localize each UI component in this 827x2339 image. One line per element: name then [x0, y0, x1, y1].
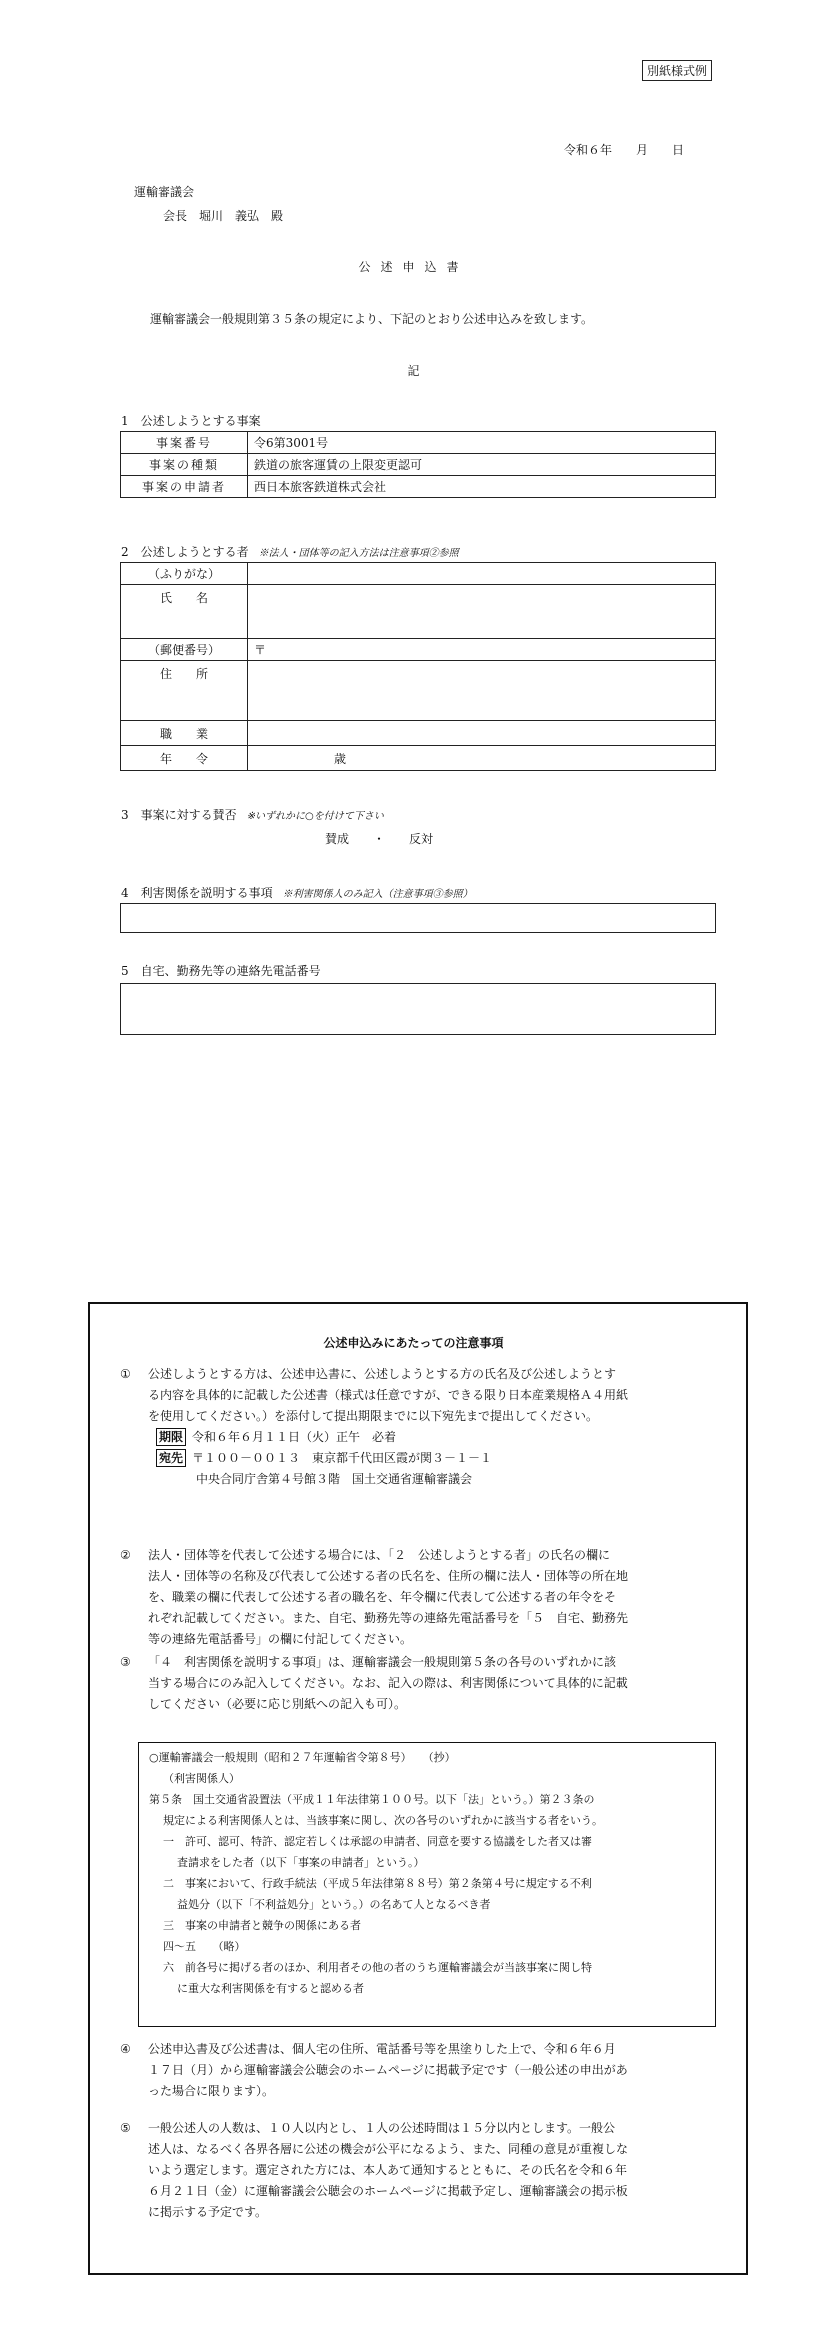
note-3-line: してください（必要に応じ別紙への記入も可）。: [148, 1697, 407, 1711]
rule-line: 四～五 （略）: [163, 1940, 246, 1953]
section4-title: [121, 884, 473, 901]
case-number-row: [121, 432, 716, 454]
note-5-line: に掲示する予定です。: [148, 2205, 268, 2219]
occupation-field[interactable]: [248, 721, 716, 746]
note-2-number: ②: [120, 1548, 131, 1562]
rule-line: 二 事案において、行政手続法（平成５年法律第８８号）第２条第４号に規定する不利: [163, 1877, 592, 1890]
section3-note: ※いずれかに○を付けて下さい: [246, 811, 384, 822]
note-2-line: 法人・団体等の名称及び代表して公述する者の氏名を、住所の欄に法人・団体等の所在地: [148, 1569, 629, 1583]
choice-separator: ・: [373, 832, 386, 846]
note-2-line: 法人・団体等を代表して公述する場合には、「２ 公述しようとする者」の氏名の欄に: [148, 1548, 611, 1562]
name-field[interactable]: [248, 585, 716, 639]
rule-line: 三 事案の申請者と競争の関係にある者: [163, 1919, 361, 1932]
destination-address: 〒１００－００１３ 東京都千代田区霞が関３－１－１: [192, 1451, 493, 1465]
furigana-label: （ふりがな）: [121, 563, 248, 585]
destination-label: 宛先: [156, 1449, 186, 1467]
address-label: 住 所: [121, 661, 248, 721]
destination-building: 中央合同庁舎第４号館３階 国土交通省運輸審議会: [196, 1472, 473, 1486]
note-5: [120, 2118, 720, 2228]
section3-title: [121, 806, 384, 823]
case-type-label: 事案の種類: [121, 454, 248, 476]
interest-field[interactable]: [120, 903, 716, 933]
notes-title: 公述申込みにあたっての注意事項: [323, 1336, 504, 1350]
name-label: 氏 名: [121, 585, 248, 639]
postal-mark: 〒: [254, 643, 267, 657]
deadline-label: 期限: [156, 1428, 186, 1446]
note-5-body: [148, 2118, 628, 2223]
note-1: [120, 1364, 720, 1534]
case-applicant-row: [121, 476, 716, 498]
note-3-body: [148, 1652, 628, 1715]
case-type-value: 鉄道の旅客運賃の上限変更認可: [248, 454, 716, 476]
note-4-line: １７日（月）から運輸審議会公聴会のホームページに掲載予定です（一般公述の申出があ: [148, 2063, 628, 2077]
rule-line: （利害関係人）: [163, 1772, 240, 1785]
note-3-line: 「４ 利害関係を説明する事項」は、運輸審議会一般規則第５条の各号のいずれかに該: [148, 1655, 617, 1669]
note-4-body: [148, 2039, 628, 2102]
note-2: [120, 1545, 720, 1645]
rule-line: 規定による利害関係人とは、当該事案に関し、次の各号のいずれかに該当する者をいう。: [163, 1814, 603, 1827]
section4-title-text: 4 利害関係を説明する事項: [121, 886, 273, 900]
furigana-field[interactable]: [248, 563, 716, 585]
case-number-label: 事案番号: [121, 432, 248, 454]
section4-note: ※利害関係人のみ記入（注意事項③参照）: [282, 889, 473, 900]
form-date: 令和６年 月 日: [564, 143, 685, 157]
note-5-line: 一般公述人の人数は、１０人以内とし、１人の公述時間は１５分以内とします。一般公: [148, 2121, 616, 2135]
form-tag: 別紙様式例: [642, 60, 712, 81]
section3-title-text: 3 事案に対する賛否: [121, 808, 237, 822]
section2-title: [121, 543, 459, 560]
case-number-value: 令6第3001号: [248, 432, 716, 454]
note-5-line: 述人は、なるべく各界各層に公述の機会が公平になるよう、また、同種の意見が重複しな: [148, 2142, 629, 2156]
age-field[interactable]: [248, 746, 716, 771]
section2-note: ※法人・団体等の記入方法は注意事項②参照: [258, 548, 459, 559]
section1-title: 1 公述しようとする事案: [121, 414, 261, 428]
occupation-label: 職 業: [121, 721, 248, 746]
postal-field[interactable]: [248, 639, 716, 661]
age-unit: 歳: [334, 751, 347, 766]
note-1-line: を使用してください。）を添付して提出期限までに以下宛先まで提出してください。: [148, 1409, 599, 1423]
rule-line: 六 前各号に掲げる者のほか、利用者その他の者のうち運輸審議会が当該事案に関し特: [163, 1961, 592, 1974]
note-5-line: ６月２１日（金）に運輸審議会公聴会のホームページに掲載予定し、運輸審議会の掲示板: [148, 2184, 628, 2198]
rule-line: 査請求をした者（以下「事案の申請者」という。）: [177, 1856, 425, 1869]
note-5-line: いよう選定します。選定された方には、本人あて通知するとともに、その氏名を令和６年: [148, 2163, 628, 2177]
rule-line: 第５条 国土交通省設置法（平成１１年法律第１００号。以下「法」という。）第２３条の: [149, 1793, 595, 1806]
postal-label: （郵便番号）: [121, 639, 248, 661]
approval-choice: [325, 830, 433, 847]
address-field[interactable]: [248, 661, 716, 721]
note-3-number: ③: [120, 1655, 131, 1669]
rule-line: に重大な利害関係を有すると認める者: [177, 1982, 364, 1995]
note-3-line: 当する場合にのみ記入してください。なお、記入の際は、利害関係について具体的に記載: [148, 1676, 628, 1690]
note-4-line: 公述申込書及び公述書は、個人宅の住所、電話番号等を黒塗りした上で、令和６年６月: [148, 2042, 616, 2056]
destination-line: [148, 1448, 628, 1469]
case-applicant-label: 事案の申請者: [121, 476, 248, 498]
ki-heading: 記: [407, 364, 420, 378]
note-4: [120, 2039, 720, 2109]
note-4-number: ④: [120, 2042, 131, 2056]
case-applicant-value: 西日本旅客鉄道株式会社: [248, 476, 716, 498]
deadline-value: 令和６年６月１１日（火）正午 必着: [192, 1430, 397, 1444]
note-4-line: った場合に限ります）。: [148, 2084, 275, 2098]
speaker-table: [120, 562, 716, 771]
rule-line: 益処分（以下「不利益処分」という。）の名あて人となるべき者: [177, 1898, 491, 1911]
note-1-line: 公述しようとする方は、公述申込書に、公述しようとする方の氏名及び公述しようとす: [148, 1367, 617, 1381]
agree-option[interactable]: 賛成: [325, 832, 350, 846]
note-2-body: [148, 1545, 628, 1650]
form-intro: 運輸審議会一般規則第３５条の規定により、下記のとおり公述申込みを致します。: [150, 312, 594, 326]
age-label: 年 令: [121, 746, 248, 771]
phone-field[interactable]: [120, 983, 716, 1035]
rule-excerpt-box: [138, 1742, 716, 2027]
note-5-number: ⑤: [120, 2121, 131, 2135]
note-3: [120, 1652, 720, 1732]
addressee-name: 会長 堀川 義弘 殿: [163, 209, 284, 223]
rule-line: ○運輸審議会一般規則（昭和２７年運輸省令第８号） （抄）: [149, 1751, 456, 1764]
form-title: 公述申込書: [358, 260, 469, 274]
case-type-row: [121, 454, 716, 476]
case-table: [120, 431, 716, 498]
deadline-line: [148, 1427, 628, 1448]
section5-title: 5 自宅、勤務先等の連絡先電話番号: [121, 964, 321, 978]
note-2-line: れぞれ記載してください。また、自宅、勤務先等の連絡先電話番号を「５ 自宅、勤務先: [148, 1611, 629, 1625]
note-1-body: [148, 1364, 628, 1490]
addressee-organization: 運輸審議会: [134, 185, 195, 199]
section2-title-text: 2 公述しようとする者: [121, 545, 249, 559]
note-2-line: を、職業の欄に代表して公述する者の職名を、年令欄に代表して公述する者の年令をそ: [148, 1590, 617, 1604]
note-2-line: 等の連絡先電話番号」の欄に付記してください。: [148, 1632, 413, 1646]
note-1-number: ①: [120, 1367, 131, 1381]
rule-line: 一 許可、認可、特許、認定若しくは承認の申請者、同意を要する協議をした者又は審: [163, 1835, 592, 1848]
disagree-option[interactable]: 反対: [409, 832, 434, 846]
note-1-line: る内容を具体的に記載した公述書（様式は任意ですが、できる限り日本産業規格Ａ４用紙: [148, 1388, 629, 1402]
